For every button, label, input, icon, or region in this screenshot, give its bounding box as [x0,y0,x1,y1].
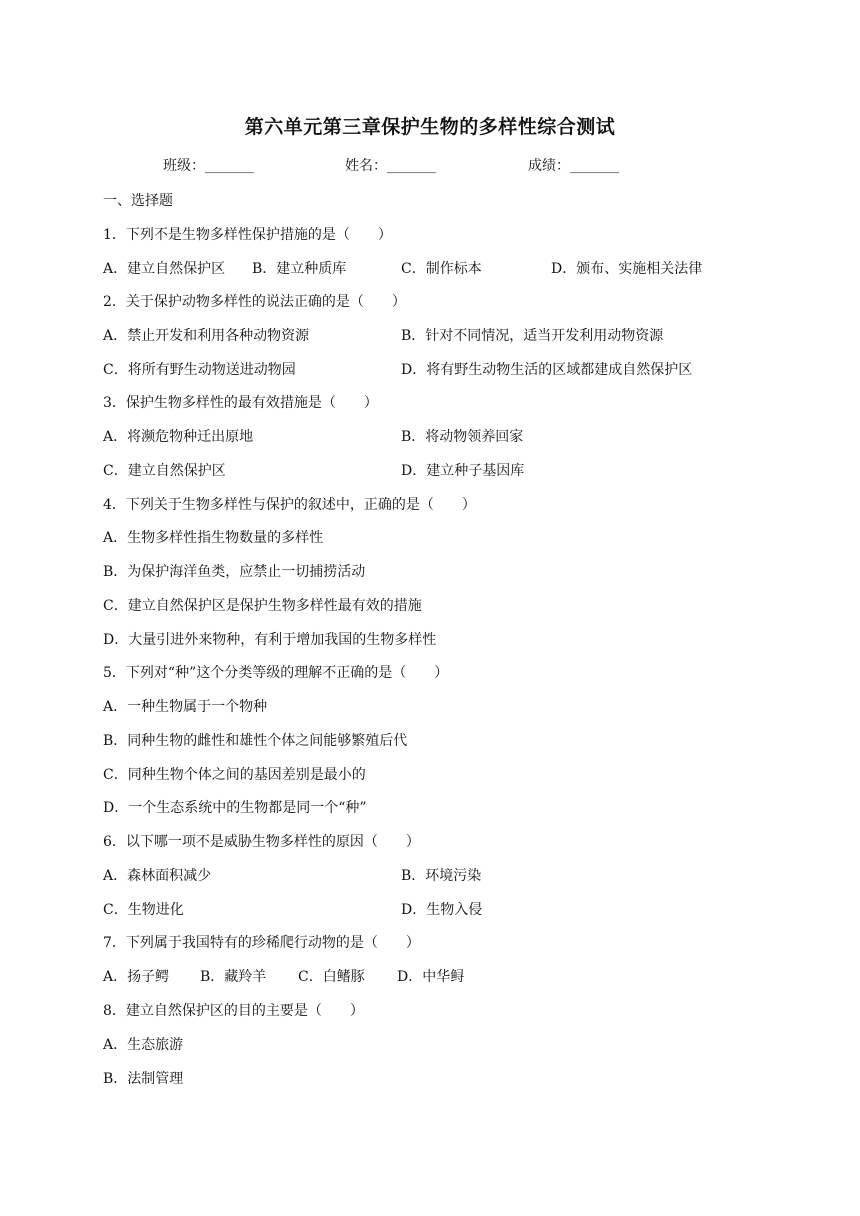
q7-option-b: B．藏羚羊 [200,969,267,985]
q8-option-a: A．生态旅游 [103,1037,184,1053]
q3-option-c: C．建立自然保护区 [103,463,226,479]
q7-option-c: C．白鳍豚 [298,969,365,985]
name-field: 姓名：_______ [345,158,436,174]
q3-option-a: A．将濒危物种迁出原地 [103,429,254,445]
question-4: 4．下列关于生物多样性与保护的叙述中，正确的是（ ） [103,497,476,513]
q4-option-a: A．生物多样性指生物数量的多样性 [103,530,324,546]
q4-option-c: C．建立自然保护区是保护生物多样性最有效的措施 [103,598,422,614]
class-field: 班级：_______ [163,158,254,174]
question-8: 8．建立自然保护区的目的主要是（ ） [103,1003,364,1019]
q3-option-b: B．将动物领养回家 [401,429,524,445]
section-heading: 一、选择题 [103,193,173,209]
q1-option-d: D．颁布、实施相关法律 [551,261,703,277]
q3-option-d: D．建立种子基因库 [401,463,525,479]
question-1: 1．下列不是生物多样性保护措施的是（ ） [103,227,392,243]
q2-option-a: A．禁止开发和利用各种动物资源 [103,328,310,344]
q4-option-d: D．大量引进外来物种，有利于增加我国的生物多样性 [103,632,437,648]
q5-option-b: B．同种生物的雌性和雄性个体之间能够繁殖后代 [103,733,408,749]
page-title: 第六单元第三章保护生物的多样性综合测试 [244,116,616,138]
q2-option-d: D．将有野生动物生活的区域都建成自然保护区 [401,362,693,378]
q2-option-b: B．针对不同情况，适当开发利用动物资源 [401,328,664,344]
q7-option-d: D．中华鲟 [397,969,465,985]
q5-option-d: D．一个生态系统中的生物都是同一个“种” [103,800,367,816]
q6-option-c: C．生物进化 [103,902,184,918]
q5-option-c: C．同种生物个体之间的基因差别是最小的 [103,767,366,783]
q1-option-c: C．制作标本 [401,261,482,277]
q4-option-b: B．为保护海洋鱼类，应禁止一切捕捞活动 [103,564,366,580]
question-7: 7．下列属于我国特有的珍稀爬行动物的是（ ） [103,935,420,951]
question-5: 5．下列对“种”这个分类等级的理解不正确的是（ ） [103,665,449,681]
q6-option-b: B．环境污染 [401,868,482,884]
q8-option-b: B．法制管理 [103,1071,184,1087]
question-3: 3．保护生物多样性的最有效措施是（ ） [103,395,378,411]
q7-option-a: A．扬子鳄 [103,969,170,985]
question-6: 6．以下哪一项不是威胁生物多样性的原因（ ） [103,834,420,850]
q1-option-b: B．建立种质库 [252,261,347,277]
q1-option-a: A．建立自然保护区 [103,261,226,277]
q6-option-d: D．生物入侵 [401,902,483,918]
question-2: 2．关于保护动物多样性的说法正确的是（ ） [103,294,406,310]
q2-option-c: C．将所有野生动物送进动物园 [103,362,296,378]
score-field: 成绩：_______ [528,158,619,174]
q6-option-a: A．森林面积减少 [103,868,212,884]
q5-option-a: A．一种生物属于一个物种 [103,699,268,715]
